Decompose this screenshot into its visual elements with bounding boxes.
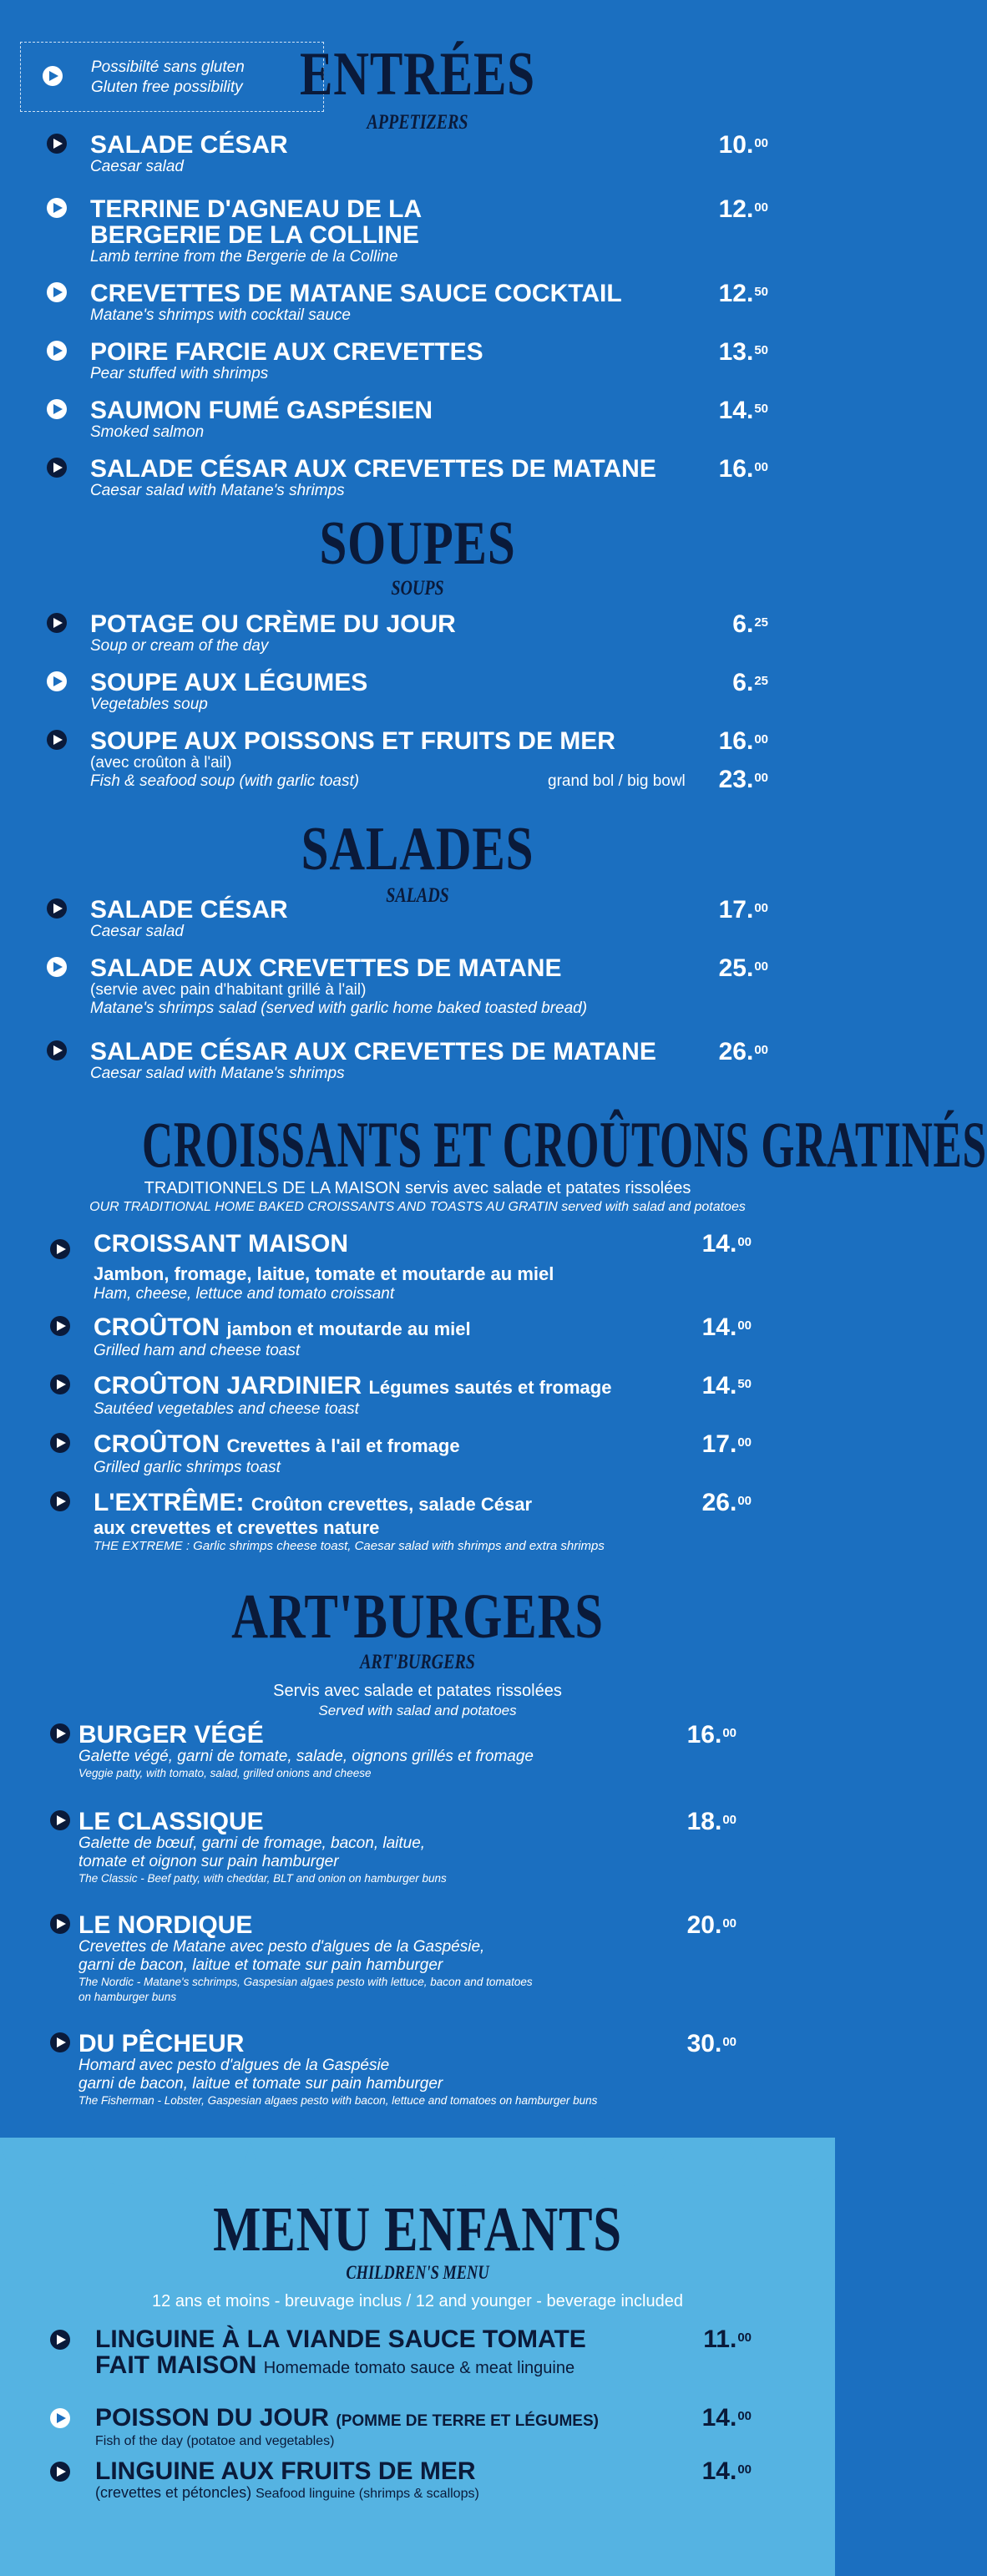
soupes-subtitle: SOUPS bbox=[391, 577, 444, 600]
arrow-icon bbox=[47, 613, 67, 633]
gluten-free-arrow-icon bbox=[50, 2408, 70, 2428]
gluten-free-arrow-icon bbox=[47, 341, 67, 361]
item-desc-fr: (crevettes et pétoncles) bbox=[95, 2484, 252, 2501]
item-price: 26.00 bbox=[718, 1038, 768, 1065]
arrow-icon bbox=[50, 2462, 70, 2482]
soup-item bbox=[50, 728, 615, 791]
item-desc-fr: (servie avec pain d'habitant grillé à l'ail) bbox=[90, 981, 367, 999]
item-desc: Pear stuffed with shrimps bbox=[90, 365, 269, 382]
item-desc-fr: (avec croûton à l'ail) bbox=[90, 754, 232, 772]
item-name-row bbox=[94, 1431, 460, 1459]
item-price: 18.00 bbox=[686, 1808, 736, 1835]
item-name: SALADE AUX CREVETTES DE MATANE bbox=[90, 954, 562, 982]
item-name: CROISSANT MAISON bbox=[94, 1230, 349, 1258]
item-desc-en: The Classic - Beef patty, with cheddar, BLT and onion on hamburger buns bbox=[78, 1872, 447, 1885]
item-desc: Caesar salad with Matane's shrimps bbox=[90, 1065, 345, 1082]
item-desc: Grilled ham and cheese toast bbox=[94, 1342, 301, 1359]
burgers-intro-fr: Servis avec salade et patates rissolées bbox=[273, 1682, 562, 1700]
item-desc-en: Seafood linguine (shrimps & scallops) bbox=[256, 2487, 479, 2501]
soup-item bbox=[50, 670, 367, 714]
arrow-icon bbox=[50, 1239, 70, 1259]
item-desc-en: The Fisherman - Lobster, Gaspesian algaes pesto with bacon, lettuce and tomatoes on hamburger buns bbox=[78, 2094, 598, 2107]
arrow-icon bbox=[50, 1723, 70, 1743]
salades-title: SALADES bbox=[301, 815, 534, 883]
croissants-intro-fr: TRADITIONNELS DE LA MAISON servis avec salade et patates rissolées bbox=[144, 1179, 691, 1197]
item-name: POTAGE OU CRÈME DU JOUR bbox=[90, 610, 456, 638]
item-desc-fr-line2: garni de bacon, laitue et tomate sur pain hamburger bbox=[78, 2075, 443, 2093]
gluten-free-arrow-icon bbox=[43, 66, 63, 86]
item-price: 6.25 bbox=[732, 669, 768, 696]
kids-item bbox=[50, 2405, 599, 2449]
item-desc-en-line2: on hamburger buns bbox=[78, 1991, 177, 2003]
item-name: LE CLASSIQUE bbox=[78, 1808, 264, 1835]
croissant-item bbox=[50, 1373, 611, 1419]
item-desc: Sautéed vegetables and cheese toast bbox=[94, 1400, 359, 1418]
croissant-item bbox=[50, 1314, 471, 1360]
item-desc: THE EXTREME : Garlic shrimps cheese toast, Caesar salad with shrimps and extra shrimps bbox=[94, 1539, 605, 1553]
arrow-icon bbox=[50, 2032, 70, 2052]
gluten-free-arrow-icon bbox=[47, 282, 67, 302]
item-ingredients: Crevettes à l'ail et fromage bbox=[226, 1435, 460, 1456]
item-price: 14.00 bbox=[701, 2457, 752, 2485]
item-desc: Caesar salad bbox=[90, 158, 184, 175]
item-price: 25.00 bbox=[718, 954, 768, 982]
item-name: POIRE FARCIE AUX CREVETTES bbox=[90, 338, 483, 366]
item-name: SALADE CÉSAR bbox=[90, 131, 288, 159]
item-price: 12.50 bbox=[718, 280, 768, 307]
item-name-row bbox=[94, 1490, 605, 1517]
arrow-icon bbox=[50, 1374, 70, 1394]
entree-item bbox=[50, 339, 483, 383]
gluten-free-arrow-icon bbox=[47, 957, 67, 977]
arrow-icon bbox=[47, 1040, 67, 1060]
item-price: 20.00 bbox=[686, 1911, 736, 1939]
burgers-subtitle: ART'BURGERS bbox=[360, 1651, 475, 1673]
entrees-title: ENTRÉES bbox=[300, 40, 535, 109]
item-price: 17.00 bbox=[718, 896, 768, 924]
item-price: 30.00 bbox=[686, 2030, 736, 2057]
item-desc-fr-line2: tomate et oignon sur pain hamburger bbox=[78, 1853, 339, 1870]
item-desc: Smoked salmon bbox=[90, 423, 205, 441]
croissants-intro-en: OUR TRADITIONAL HOME BAKED CROISSANTS AND TOASTS AU GRATIN served with salad and potatoes bbox=[89, 1200, 746, 1214]
entree-item bbox=[50, 397, 433, 442]
entree-item bbox=[50, 281, 622, 325]
item-name: DU PÊCHEUR bbox=[78, 2030, 245, 2057]
arrow-icon bbox=[47, 898, 67, 919]
arrow-icon bbox=[50, 2330, 70, 2350]
entree-item bbox=[50, 132, 288, 176]
item-price: 16.00 bbox=[718, 455, 768, 483]
item-name-row bbox=[94, 1314, 471, 1342]
item-desc: Lamb terrine from the Bergerie de la Colline bbox=[90, 248, 398, 266]
burger-item bbox=[50, 2031, 597, 2108]
item-desc: Caesar salad with Matane's shrimps bbox=[90, 482, 345, 499]
item-price: 26.00 bbox=[701, 1489, 752, 1516]
item-price: 14.00 bbox=[701, 1230, 752, 1258]
arrow-icon bbox=[50, 1914, 70, 1934]
item-desc: Ham, cheese, lettuce and tomato croissant bbox=[94, 1285, 395, 1303]
enfants-intro: 12 ans et moins - breuvage inclus / 12 and younger - beverage included bbox=[152, 2292, 683, 2310]
croissants-title: CROISSANTS ET CROÛTONS GRATINÉS bbox=[142, 1108, 987, 1181]
item-price: 14.00 bbox=[701, 1313, 752, 1341]
item-desc-en: The Nordic - Matane's schrimps, Gaspesian algaes pesto with lettuce, bacon and tomatoes bbox=[78, 1976, 533, 1988]
entree-item bbox=[50, 456, 656, 500]
item-desc-fr-line2: garni de bacon, laitue et tomate sur pain hamburger bbox=[78, 1956, 443, 1974]
item-desc-fr: Galette végé, garni de tomate, salade, oignons grillés et fromage bbox=[78, 1748, 534, 1765]
item-price: 14.50 bbox=[701, 1372, 752, 1399]
item-price: 13.50 bbox=[718, 338, 768, 366]
burger-item bbox=[50, 1809, 447, 1886]
item-price: 12.00 bbox=[718, 195, 768, 223]
item-price: 14.50 bbox=[718, 397, 768, 424]
item-price: 16.00 bbox=[718, 727, 768, 755]
kids-item bbox=[50, 2326, 586, 2381]
big-bowl-label: grand bol / big bowl bbox=[548, 772, 686, 790]
gluten-free-arrow-icon bbox=[47, 671, 67, 691]
enfants-title: MENU ENFANTS bbox=[213, 2194, 622, 2265]
gluten-free-arrow-icon bbox=[47, 198, 67, 218]
item-name-line2: FAIT MAISON bbox=[95, 2351, 257, 2379]
arrow-icon bbox=[50, 1491, 70, 1511]
item-desc-fr: Homard avec pesto d'algues de la Gaspésie bbox=[78, 2057, 390, 2074]
item-name: CROÛTON bbox=[94, 1313, 220, 1341]
croissant-item bbox=[50, 1231, 554, 1303]
item-name: SALADE CÉSAR AUX CREVETTES DE MATANE bbox=[90, 1038, 656, 1065]
burger-item bbox=[50, 1722, 534, 1781]
item-desc-row bbox=[95, 2484, 479, 2502]
entrees-subtitle: APPETIZERS bbox=[367, 111, 468, 134]
item-price: 16.00 bbox=[686, 1721, 736, 1749]
item-price: 14.00 bbox=[701, 2404, 752, 2432]
burgers-intro-en: Served with salad and potatoes bbox=[318, 1703, 517, 1718]
item-name: SOUPE AUX POISSONS ET FRUITS DE MER bbox=[90, 727, 615, 755]
item-desc-fr: Crevettes de Matane avec pesto d'algues de la Gaspésie, bbox=[78, 1938, 485, 1956]
item-name: CREVETTES DE MATANE SAUCE COCKTAIL bbox=[90, 280, 622, 307]
enfants-subtitle: CHILDREN'S MENU bbox=[346, 2262, 489, 2283]
salades-subtitle: SALADS bbox=[386, 884, 449, 907]
arrow-icon bbox=[47, 458, 67, 478]
salad-item bbox=[50, 955, 587, 1018]
salad-item bbox=[50, 1039, 656, 1083]
item-name: LINGUINE À LA VIANDE SAUCE TOMATE bbox=[95, 2325, 586, 2353]
item-sides: (POMME DE TERRE ET LÉGUMES) bbox=[336, 2412, 599, 2430]
item-name: BURGER VÉGÉ bbox=[78, 1721, 264, 1749]
arrow-icon bbox=[50, 1810, 70, 1830]
item-desc: Homemade tomato sauce & meat linguine bbox=[263, 2359, 575, 2377]
item-name: L'EXTRÊME: bbox=[94, 1489, 245, 1516]
item-price: 17.00 bbox=[701, 1430, 752, 1458]
item-name-row bbox=[94, 1373, 611, 1400]
arrow-icon bbox=[47, 730, 67, 750]
item-desc-en: Fish & seafood soup (with garlic toast) bbox=[90, 772, 360, 790]
item-ingredients: Légumes sautés et fromage bbox=[368, 1377, 612, 1398]
item-name-row bbox=[95, 2352, 586, 2381]
item-desc: Fish of the day (potatoe and vegetables) bbox=[95, 2434, 335, 2448]
arrow-icon bbox=[47, 134, 67, 154]
item-price: 10.00 bbox=[718, 131, 768, 159]
entree-item bbox=[50, 196, 422, 266]
croissant-item bbox=[50, 1490, 605, 1554]
item-name: CROÛTON bbox=[94, 1430, 220, 1458]
soupes-title: SOUPES bbox=[319, 509, 516, 578]
burgers-title: ART'BURGERS bbox=[231, 1582, 604, 1652]
salad-item bbox=[50, 897, 288, 941]
item-desc: Caesar salad bbox=[90, 923, 184, 940]
item-name: CROÛTON JARDINIER bbox=[94, 1372, 362, 1399]
item-desc: Grilled garlic shrimps toast bbox=[94, 1459, 281, 1476]
item-desc-en: Matane's shrimps salad (served with garlic home baked toasted bread) bbox=[90, 1000, 588, 1017]
soup-item bbox=[50, 611, 456, 655]
item-ingredients: Croûton crevettes, salade César bbox=[251, 1494, 533, 1515]
big-bowl-price: 23.00 bbox=[718, 766, 768, 793]
burger-item bbox=[50, 1912, 533, 2005]
arrow-icon bbox=[50, 1316, 70, 1336]
kids-item bbox=[50, 2458, 479, 2502]
item-desc: Vegetables soup bbox=[90, 696, 208, 713]
item-ingredients: Jambon, fromage, laitue, tomate et moutarde au miel bbox=[94, 1263, 554, 1284]
item-price: 6.25 bbox=[732, 610, 768, 638]
croissant-item bbox=[50, 1431, 460, 1477]
item-name-row bbox=[95, 2405, 599, 2434]
item-name: SALADE CÉSAR AUX CREVETTES DE MATANE bbox=[90, 455, 656, 483]
item-ingredients: jambon et moutarde au miel bbox=[226, 1318, 471, 1339]
item-desc-fr: Galette de bœuf, garni de fromage, bacon, laitue, bbox=[78, 1835, 426, 1852]
item-desc: Soup or cream of the day bbox=[90, 637, 269, 655]
item-name: LINGUINE AUX FRUITS DE MER bbox=[95, 2457, 476, 2485]
item-name: TERRINE D'AGNEAU DE LA bbox=[90, 195, 423, 223]
arrow-icon bbox=[50, 1433, 70, 1453]
item-desc: Matane's shrimps with cocktail sauce bbox=[90, 306, 351, 324]
item-name: SOUPE AUX LÉGUMES bbox=[90, 669, 368, 696]
gluten-free-en: Gluten free possibility bbox=[91, 78, 243, 96]
item-name: SAUMON FUMÉ GASPÉSIEN bbox=[90, 397, 433, 424]
item-ingredients-line2: aux crevettes et crevettes nature bbox=[94, 1517, 380, 1538]
item-name: SALADE CÉSAR bbox=[90, 896, 288, 924]
item-name-line2: BERGERIE DE LA COLLINE bbox=[90, 221, 419, 249]
gluten-free-arrow-icon bbox=[47, 399, 67, 419]
item-name: LE NORDIQUE bbox=[78, 1911, 253, 1939]
item-desc-en: Veggie patty, with tomato, salad, grilled onions and cheese bbox=[78, 1767, 372, 1779]
item-name: POISSON DU JOUR bbox=[95, 2404, 330, 2432]
item-price: 11.00 bbox=[703, 2325, 752, 2353]
gluten-free-fr: Possibilté sans gluten bbox=[91, 58, 245, 76]
